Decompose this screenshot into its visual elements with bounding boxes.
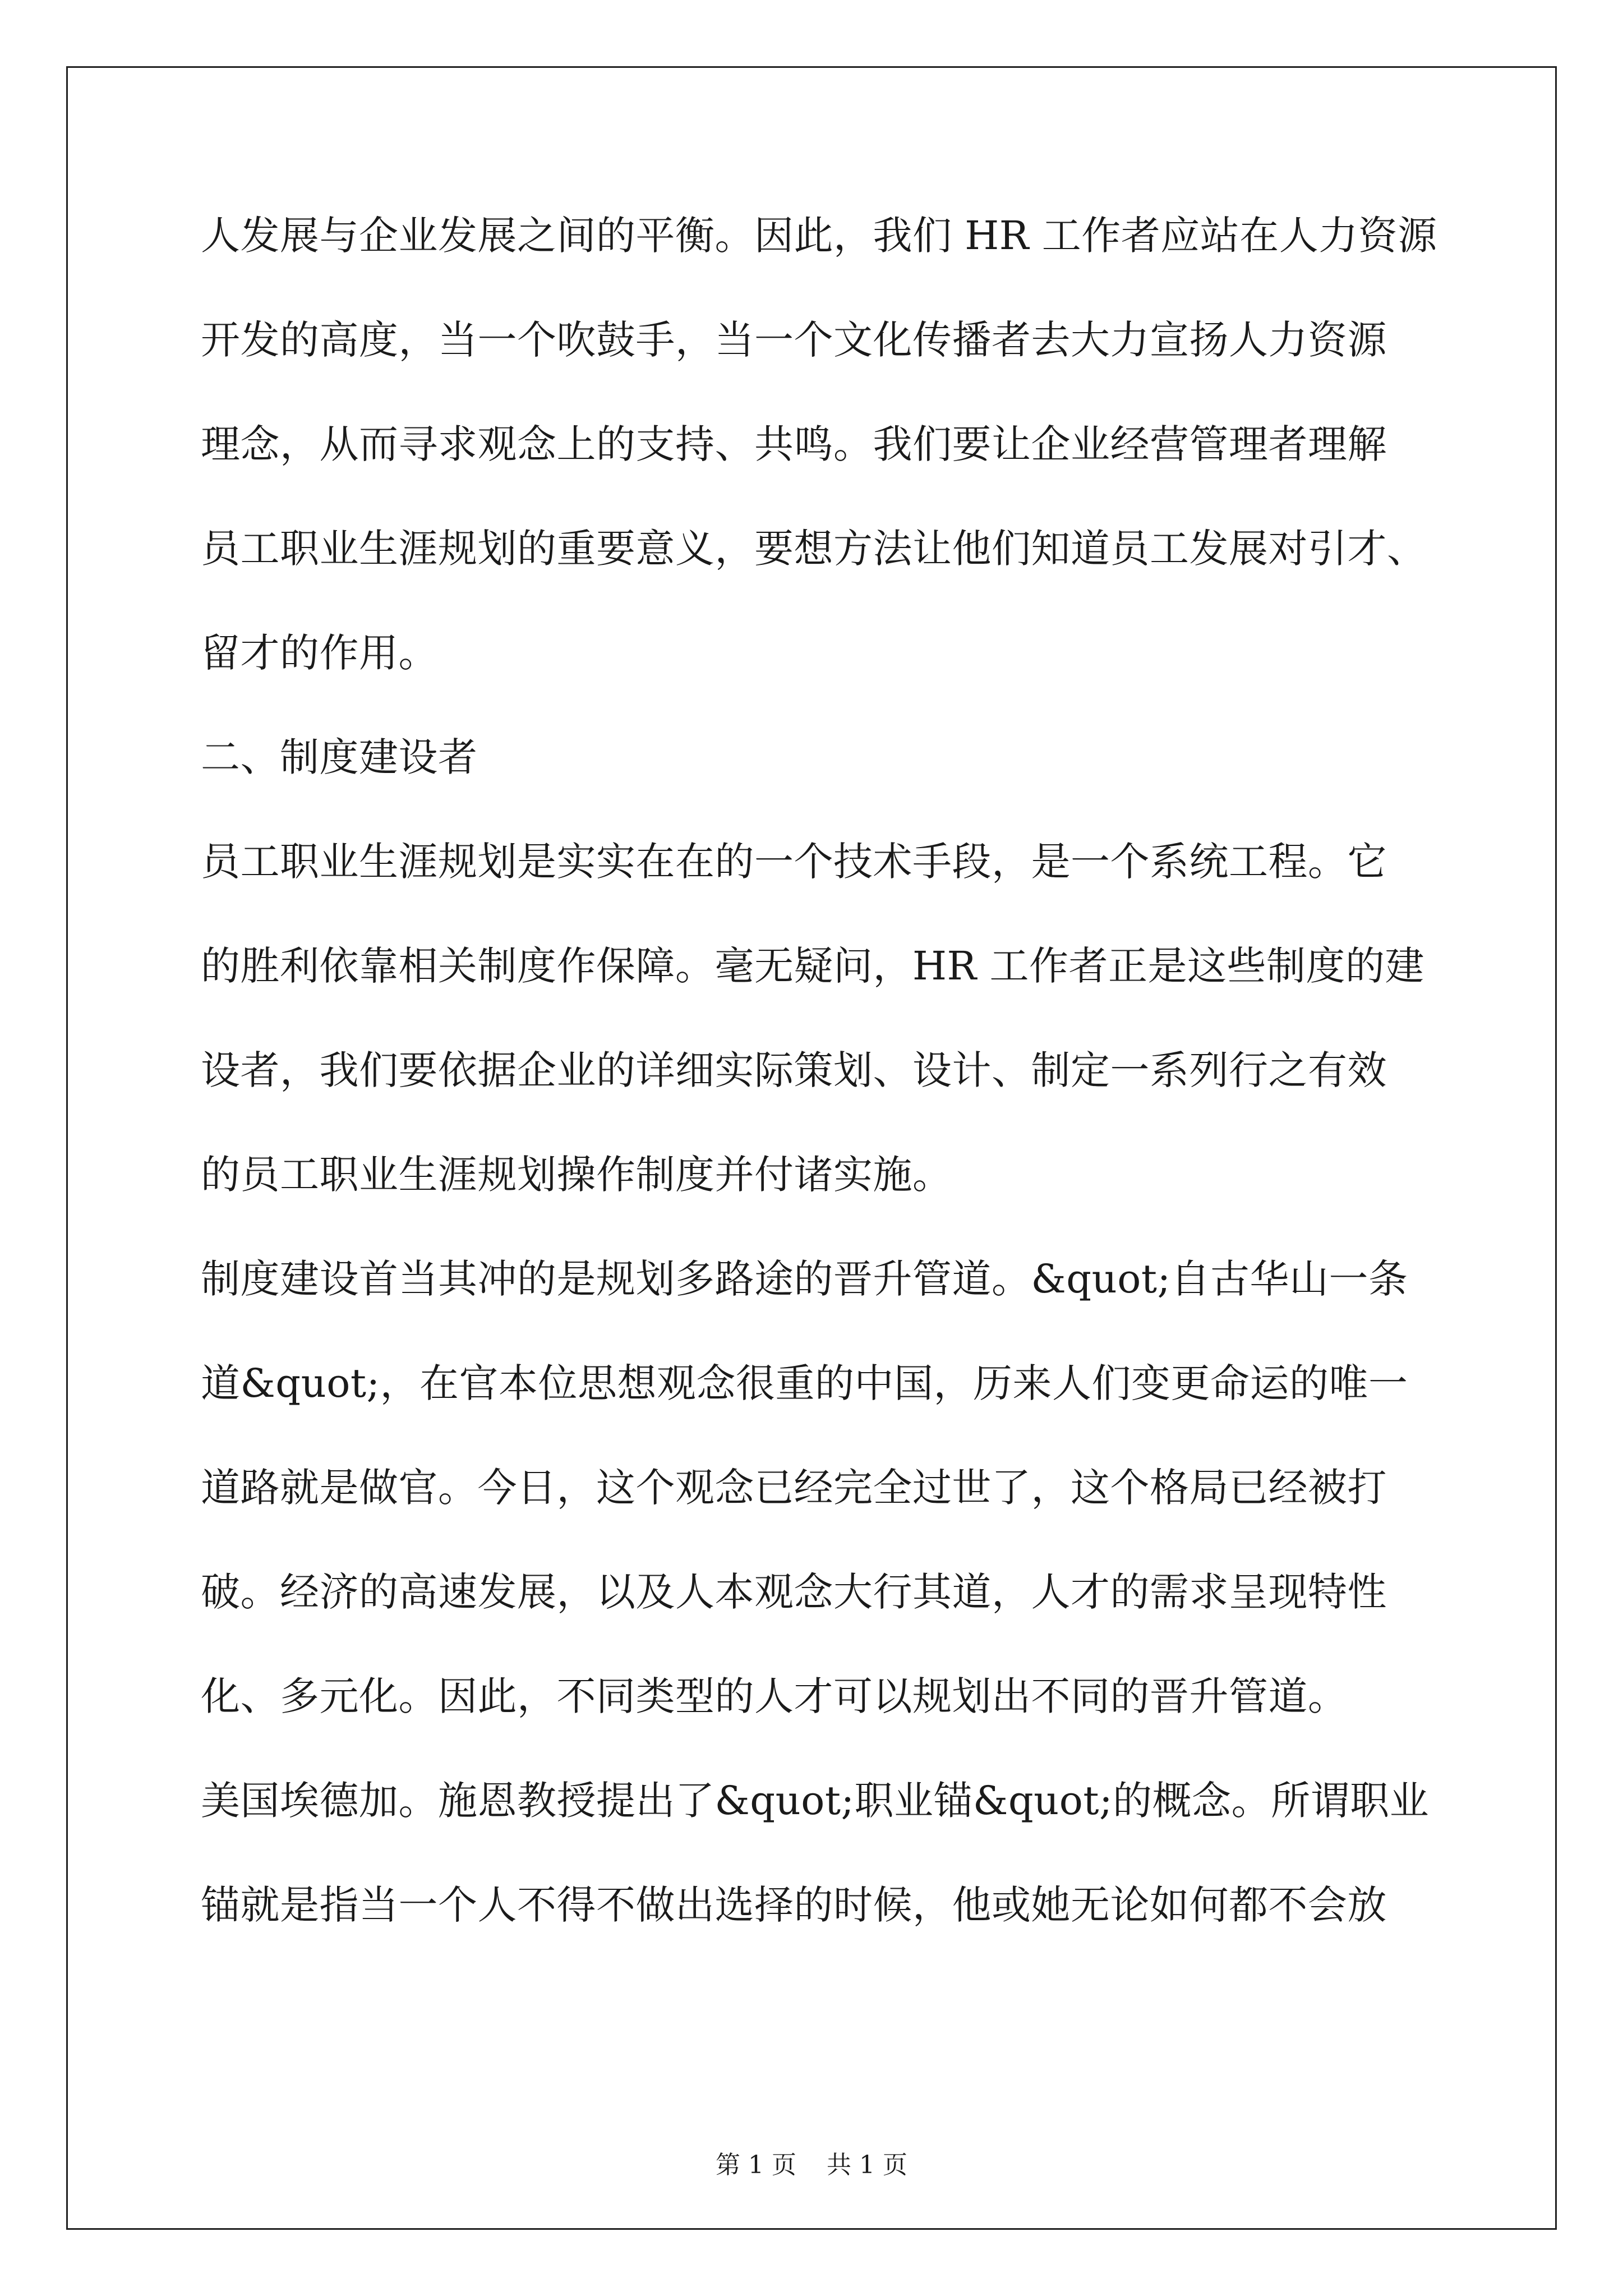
page-number: 第 1 页 bbox=[716, 2151, 796, 2179]
text-line: 理念，从而寻求观念上的支持、共鸣。我们要让企业经营管理者理解 bbox=[201, 421, 1387, 467]
text-line: 破。经济的高速发展，以及人本观念大行其道，人才的需求呈现特性 bbox=[201, 1569, 1387, 1615]
text-line: 的胜利依靠相关制度作保障。毫无疑问，HR 工作者正是这些制度的建 bbox=[201, 943, 1424, 989]
text-line: 设者，我们要依据企业的详细实际策划、设计、制定一系列行之有效 bbox=[201, 1047, 1387, 1093]
text-line: 制度建设首当其冲的是规划多路途的晋升管道。&quot;自古华山一条 bbox=[201, 1256, 1408, 1302]
text-line: 员工职业生涯规划是实实在在的一个技术手段，是一个系统工程。它 bbox=[201, 839, 1387, 885]
document-body bbox=[201, 213, 1446, 1990]
page-footer bbox=[0, 2153, 1623, 2178]
text-line: 开发的高度，当一个吹鼓手，当一个文化传播者去大力宣扬人力资源 bbox=[201, 317, 1387, 363]
text-line: 道&quot;，在官本位思想观念很重的中国，历来人们变更命运的唯一 bbox=[201, 1360, 1408, 1406]
text-line: 员工职业生涯规划的重要意义，要想方法让他们知道员工发展对引才、 bbox=[201, 526, 1427, 572]
page-total: 共 1 页 bbox=[827, 2151, 907, 2179]
section-heading: 二、制度建设者 bbox=[201, 734, 478, 780]
text-line: 道路就是做官。今日，这个观念已经完全过世了，这个格局已经被打 bbox=[201, 1465, 1387, 1511]
text-line: 锚就是指当一个人不得不做出选择的时候，他或她无论如何都不会放 bbox=[201, 1882, 1387, 1928]
text-line: 美国埃德加。施恩教授提出了&quot;职业锚&quot;的概念。所谓职业 bbox=[201, 1778, 1430, 1824]
text-line: 人发展与企业发展之间的平衡。因此，我们 HR 工作者应站在人力资源 bbox=[201, 213, 1437, 259]
text-line: 留才的作用。 bbox=[201, 630, 438, 676]
text-line: 的员工职业生涯规划操作制度并付诸实施。 bbox=[201, 1152, 952, 1198]
text-line: 化、多元化。因此，不同类型的人才可以规划出不同的晋升管道。 bbox=[201, 1673, 1348, 1719]
